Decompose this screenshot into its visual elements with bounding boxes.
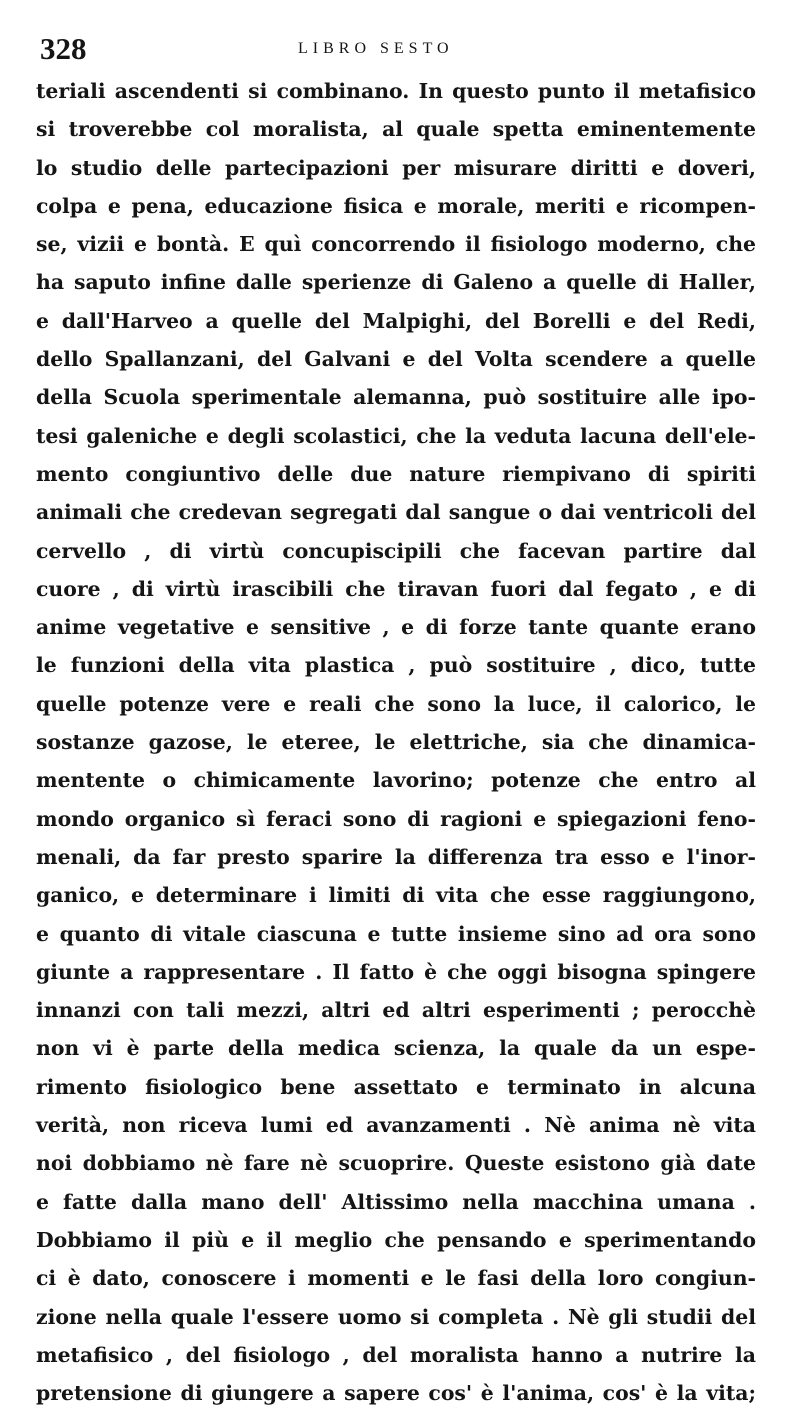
text-line: della Scuola sperimentale alemanna, può sostituire alle ipo-: [36, 385, 756, 410]
text-line: metafisico , del fisiologo , del moralista hanno a nutrire la: [36, 1342, 756, 1367]
text-line: ha saputo infine dalle sperienze di Galeno a quelle di Haller,: [36, 270, 756, 295]
text-line: zione nella quale l'essere uomo si completa . Nè gli studii del: [36, 1304, 756, 1329]
text-line: dello Spallanzani, del Galvani e del Volta scendere a quelle: [36, 347, 756, 372]
text-line: mondo organico sì feraci sono di ragioni e spiegazioni feno-: [36, 806, 756, 831]
text-line: sostanze gazose, le eteree, le elettriche, sia che dinamica-: [36, 730, 756, 755]
text-line: non vi è parte della medica scienza, la quale da un espe-: [36, 1036, 756, 1061]
text-line: menali, da far presto sparire la differenza tra esso e l'inor-: [36, 844, 756, 869]
body-text: [36, 72, 756, 1412]
running-title: LIBRO SESTO: [298, 40, 454, 57]
text-line: verità, non riceva lumi ed avanzamenti . Nè anima nè vita: [36, 1113, 756, 1138]
text-line: cervello , di virtù concupiscipili che facevan partire dal: [36, 538, 756, 563]
text-line: pretensione di giungere a sapere cos' è l'anima, cos' è la vita;: [36, 1381, 756, 1406]
text-line: le funzioni della vita plastica , può sostituire , dico, tutte: [36, 653, 756, 678]
text-line: tesi galeniche e degli scolastici, che la veduta lacuna dell'ele-: [36, 423, 756, 448]
text-line: innanzi con tali mezzi, altri ed altri esperimenti ; perocchè: [36, 998, 756, 1023]
text-line: mentente o chimicamente lavorino; potenze che entro al: [36, 768, 756, 793]
text-line: animali che credevan segregati dal sangue o dai ventricoli del: [36, 500, 756, 525]
text-line: ganico, e determinare i limiti di vita che esse raggiungono,: [36, 883, 756, 908]
text-line: ci è dato, conoscere i momenti e le fasi della loro congiun-: [36, 1266, 756, 1291]
text-line: giunte a rappresentare . Il fatto è che oggi bisogna spingere: [36, 959, 756, 984]
text-line: e fatte dalla mano dell' Altissimo nella macchina umana .: [36, 1189, 756, 1214]
text-line: teriali ascendenti si combinano. In questo punto il metafisico: [36, 79, 756, 103]
text-line: mento congiuntivo delle due nature riempivano di spiriti: [36, 461, 756, 486]
text-line: e dall'Harveo a quelle del Malpighi, del Borelli e del Redi,: [36, 308, 756, 333]
text-line: si troverebbe col moralista, al quale spetta eminentemente: [36, 117, 756, 142]
page-number: 328: [40, 31, 87, 66]
text-line: lo studio delle partecipazioni per misurare diritti e doveri,: [36, 155, 756, 180]
text-line: quelle potenze vere e reali che sono la luce, il calorico, le: [36, 691, 756, 716]
text-line: e quanto di vitale ciascuna e tutte insieme sino ad ora sono: [36, 921, 756, 946]
running-head: [40, 32, 760, 66]
text-line: rimento fisiologico bene assettato e terminato in alcuna: [36, 1074, 756, 1099]
text-line: Dobbiamo il più e il meglio che pensando e sperimentando: [36, 1227, 756, 1252]
text-line: noi dobbiamo nè fare nè scuoprire. Queste esistono già date: [36, 1151, 756, 1176]
text-line: colpa e pena, educazione fisica e morale, meriti e ricompen-: [36, 193, 756, 218]
text-line: cuore , di virtù irascibili che tiravan fuori dal fegato , e di: [36, 576, 756, 601]
text-line: anime vegetative e sensitive , e di forze tante quante erano: [36, 615, 756, 640]
text-line: se, vizii e bontà. E quì concorrendo il fisiologo moderno, che: [36, 232, 756, 257]
